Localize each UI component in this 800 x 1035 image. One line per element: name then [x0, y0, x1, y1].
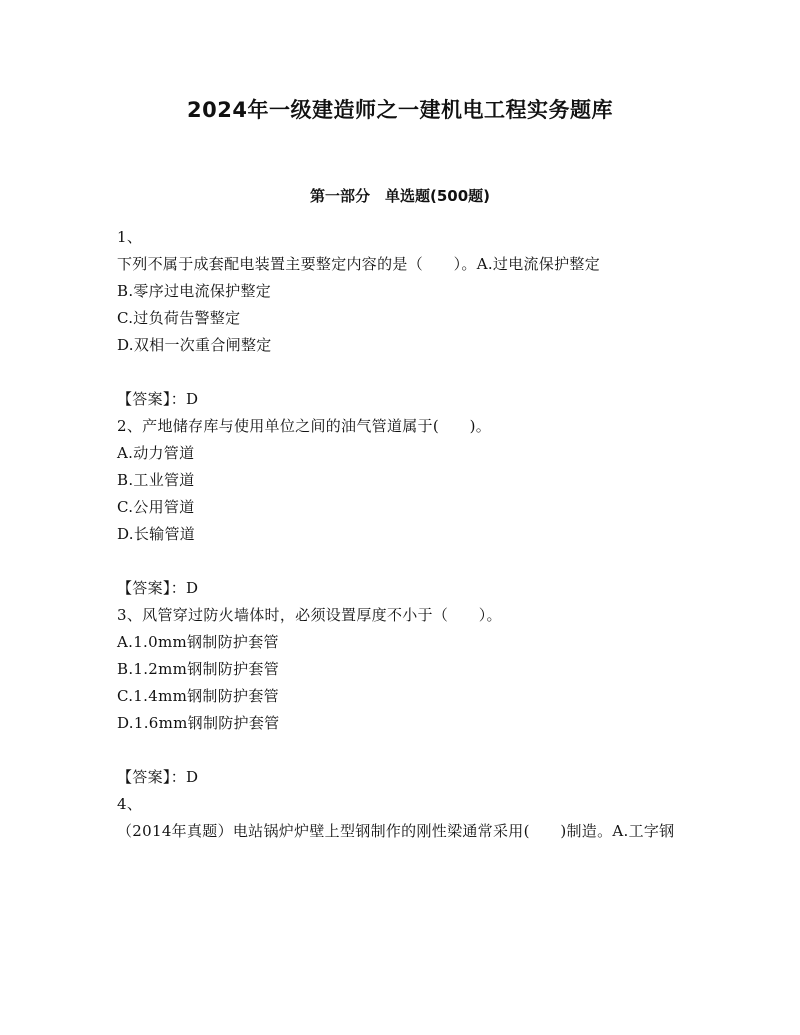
- question-1: [117, 224, 683, 413]
- answer-label: 【答案】：D: [117, 768, 199, 786]
- option-a: A.动力管道: [117, 444, 195, 462]
- question-stem: 2、产地储存库与使用单位之间的油气管道属于( )。: [117, 417, 492, 435]
- option-d: D.双相一次重合闸整定: [117, 336, 272, 354]
- option-d: D.长输管道: [117, 525, 196, 543]
- question-stem: 下列不属于成套配电装置主要整定内容的是（ ）。A.过电流保护整定: [117, 255, 601, 273]
- question-number: 4、: [117, 795, 143, 813]
- question-list: [117, 224, 683, 845]
- question-2: [117, 413, 683, 602]
- document-title: 2024年一级建造师之一建机电工程实务题库: [187, 98, 613, 122]
- option-c: C.公用管道: [117, 498, 195, 516]
- question-3: [117, 602, 683, 791]
- section-heading: 第一部分 单选题(500题): [309, 187, 491, 205]
- answer-label: 【答案】：D: [117, 579, 199, 597]
- answer-label: 【答案】：D: [117, 390, 199, 408]
- question-4: [117, 791, 683, 845]
- option-c: C.过负荷告警整定: [117, 309, 241, 327]
- question-stem: 3、风管穿过防火墙体时，必须设置厚度不小于（ ）。: [117, 606, 502, 624]
- option-c: C.1.4mm钢制防护套管: [117, 687, 279, 705]
- question-number: 1、: [117, 228, 143, 246]
- option-a: A.1.0mm钢制防护套管: [117, 633, 279, 651]
- question-stem: （2014年真题）电站锅炉炉壁上型钢制作的刚性梁通常采用( )制造。A.工字钢: [117, 822, 675, 840]
- option-b: B.1.2mm钢制防护套管: [117, 660, 279, 678]
- option-d: D.1.6mm钢制防护套管: [117, 714, 280, 732]
- option-b: B.零序过电流保护整定: [117, 282, 272, 300]
- option-b: B.工业管道: [117, 471, 195, 489]
